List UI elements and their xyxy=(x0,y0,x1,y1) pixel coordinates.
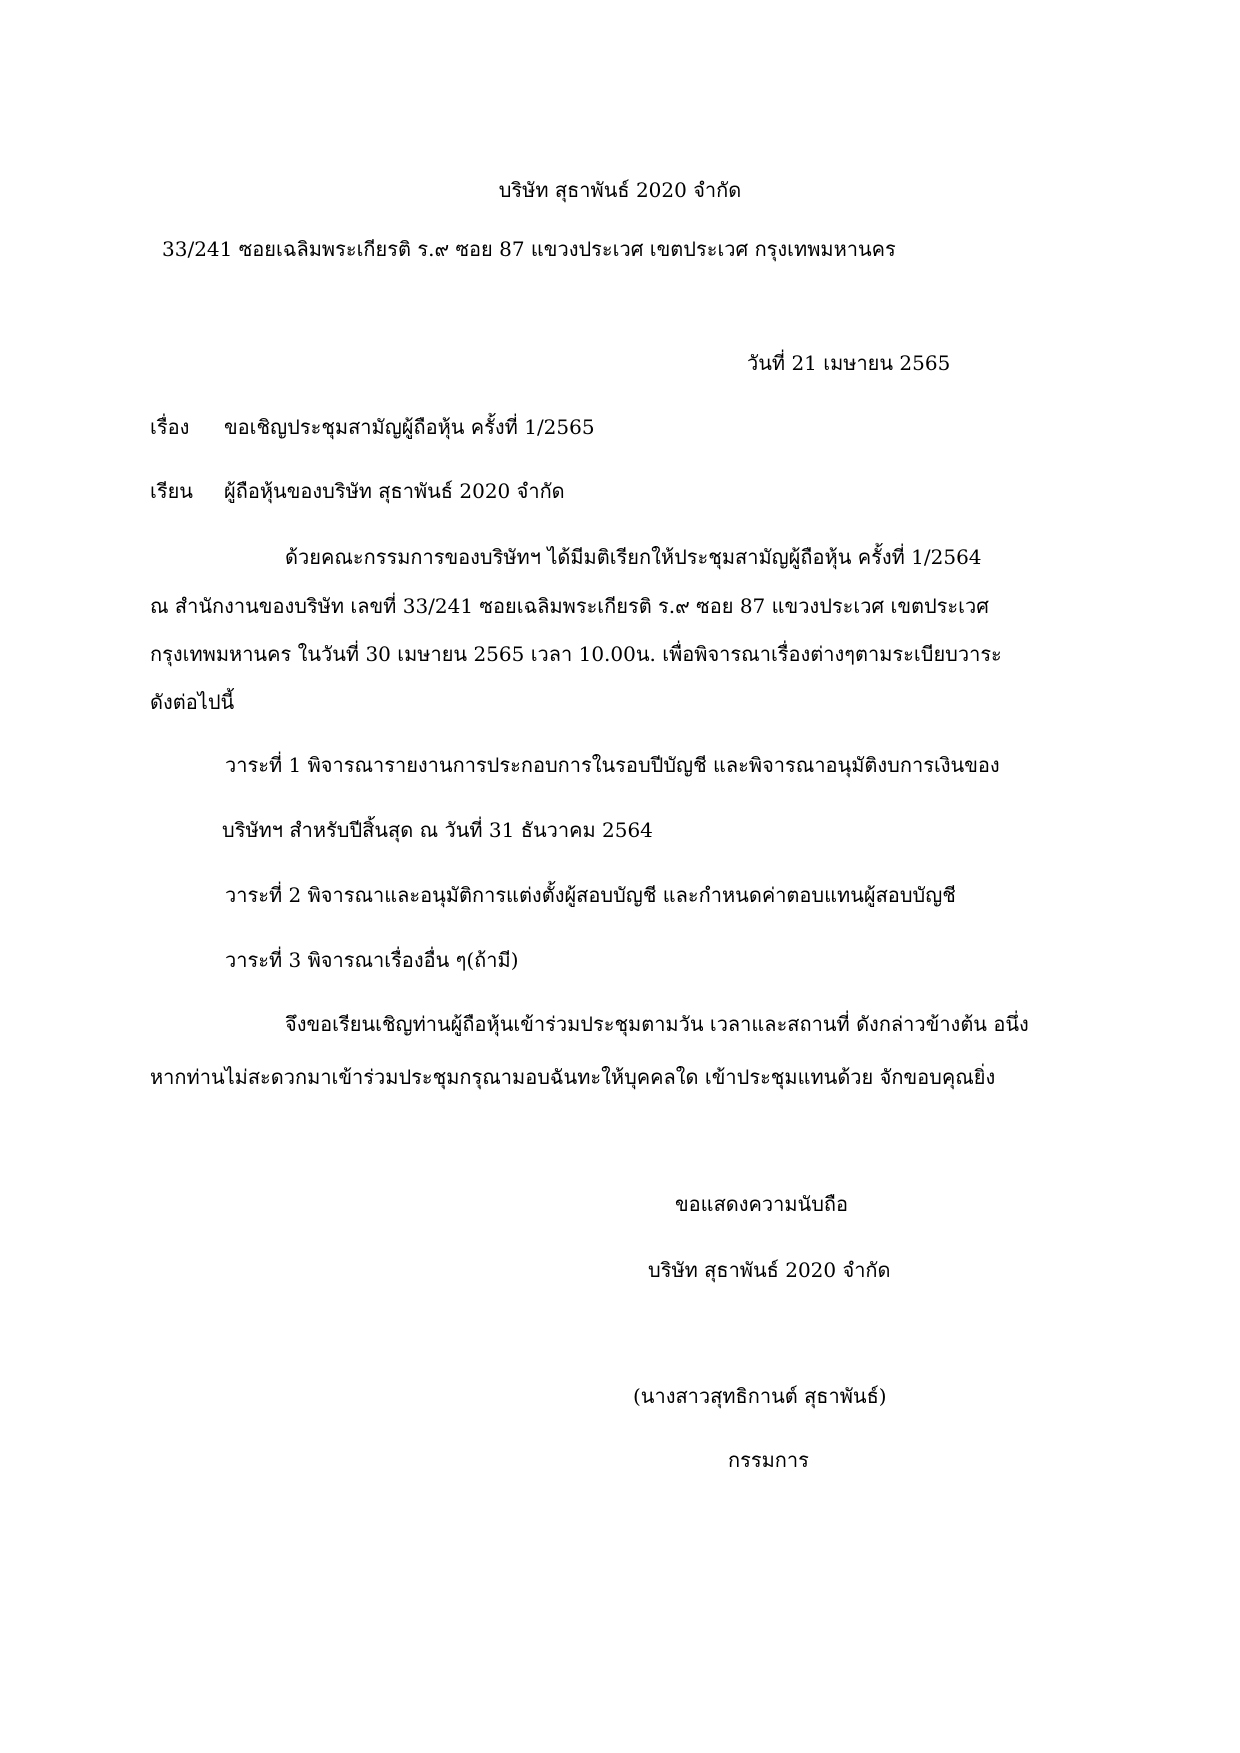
letter-date: วันที่ 21 เมษายน 2565 xyxy=(747,351,951,375)
body-line: จึงขอเรียนเชิญท่านผู้ถือหุ้นเข้าร่วมประชุมตามวัน เวลาและสถานที่ ดังกล่าวข้างต้น อนึ่ง xyxy=(285,1012,1029,1036)
closing-phrase: ขอแสดงความนับถือ xyxy=(675,1192,849,1216)
subject-line xyxy=(150,413,595,441)
agenda-item-continued: บริษัทฯ สำหรับปีสิ้นสุด ณ วันที่ 31 ธันวาคม 2564 xyxy=(222,818,653,842)
signatory-name: (นางสาวสุทธิกานต์ สุธาพันธ์) xyxy=(633,1384,887,1408)
subject-text: ขอเชิญประชุมสามัญผู้ถือหุ้น ครั้งที่ 1/2565 xyxy=(224,415,595,439)
body-line: หากท่านไม่สะดวกมาเข้าร่วมประชุมกรุณามอบฉันทะให้บุคคลใด เข้าประชุมแทนด้วย จักขอบคุณยิ่ง xyxy=(150,1065,996,1089)
body-line: ด้วยคณะกรรมการของบริษัทฯ ได้มีมติเรียกให้ประชุมสามัญผู้ถือหุ้น ครั้งที่ 1/2564 xyxy=(285,545,982,569)
agenda-item: วาระที่ 3 พิจารณาเรื่องอื่น ๆ(ถ้ามี) xyxy=(225,948,519,972)
body-line: ณ สำนักงานของบริษัท เลขที่ 33/241 ซอยเฉลิมพระเกียรติ ร.๙ ซอย 87 แขวงประเวศ เขตประเวศ xyxy=(150,594,989,618)
recipient-text: ผู้ถือหุ้นของบริษัท สุธาพันธ์ 2020 จำกัด xyxy=(224,479,565,503)
company-name: บริษัท สุธาพันธ์ 2020 จำกัด xyxy=(498,178,742,202)
agenda-item: วาระที่ 2 พิจารณาและอนุมัติการแต่งตั้งผู้สอบบัญชี และกำหนดค่าตอบแทนผู้สอบบัญชี xyxy=(225,883,956,907)
recipient-line xyxy=(150,477,565,505)
recipient-label: เรียน xyxy=(150,479,193,503)
body-line: กรุงเทพมหานคร ในวันที่ 30 เมษายน 2565 เวลา 10.00น. เพื่อพิจารณาเรื่องต่างๆตามระเบียบวาระ xyxy=(150,642,1002,666)
signature-company: บริษัท สุธาพันธ์ 2020 จำกัด xyxy=(648,1258,891,1282)
signatory-position: กรรมการ xyxy=(728,1448,809,1472)
body-line: ดังต่อไปนี้ xyxy=(150,690,235,714)
agenda-item: วาระที่ 1 พิจารณารายงานการประกอบการในรอบปีบัญชี และพิจารณาอนุมัติงบการเงินของ xyxy=(225,753,1000,777)
subject-label: เรื่อง xyxy=(150,415,190,439)
company-address: 33/241 ซอยเฉลิมพระเกียรติ ร.๙ ซอย 87 แขวงประเวศ เขตประเวศ กรุงเทพมหานคร xyxy=(162,237,896,261)
